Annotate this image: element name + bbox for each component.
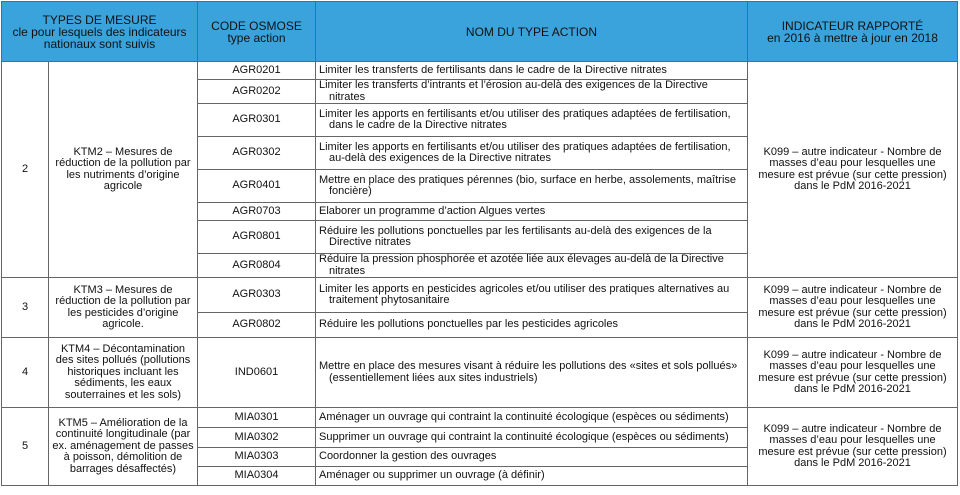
- action-code: AGR0703: [198, 203, 316, 221]
- action-code: AGR0802: [198, 313, 316, 338]
- group-ktm: KTM3 – Mesures de réduction de la pollution par les pesticides d’origine agricole.: [49, 278, 198, 338]
- action-code: MIA0303: [198, 448, 316, 467]
- action-name: [316, 62, 748, 80]
- action-name: [316, 313, 748, 338]
- action-name: [316, 203, 748, 221]
- action-name-text: Limiter les apports en fertilisants et/ou utiliser des pratiques adaptées de fertilisation, dans le cadre de la Directive nitrates: [319, 107, 731, 131]
- action-name-text: Limiter les apports en fertilisants et/ou utiliser des pratiques adaptées de fertilisation, au-delà des exigences de la Directive nitrates: [319, 140, 731, 164]
- action-name-text: Mettre en place des mesures visant à réduire les pollutions des «sites et sols pollués» (essentiellement liées aux sites industriels): [319, 360, 738, 384]
- action-code: AGR0303: [198, 278, 316, 313]
- measures-table: [1, 1, 958, 486]
- action-name-text: Réduire la pression phosphorée et azotée liée aux élevages au-delà de la Directive nitrates: [319, 253, 724, 277]
- table-row: [2, 338, 958, 408]
- group-ktm: KTM5 – Amélioration de la continuité longitudinale (par ex. aménagement de passes à poisson, démolition de barrages désaffectés): [49, 408, 198, 486]
- action-code: MIA0304: [198, 467, 316, 486]
- header-indicateur-subtitle: en 2016 à mettre à jour en 2018: [767, 30, 938, 45]
- header-indicateur: [748, 2, 958, 62]
- action-name-text: Aménager un ouvrage qui contraint la continuité écologique (espèces ou sédiments): [319, 410, 729, 423]
- header-code-title: CODE OSMOSE: [211, 18, 302, 33]
- table-row: [2, 408, 958, 428]
- action-name: [316, 221, 748, 254]
- action-name-text: Aménager ou supprimer un ouvrage (à définir): [319, 469, 545, 482]
- group-number: 5: [2, 408, 49, 486]
- action-name: [316, 467, 748, 486]
- action-code: MIA0302: [198, 428, 316, 448]
- action-name-text: Elaborer un programme d’action Algues vertes: [319, 204, 546, 217]
- group-indicator: K099 – autre indicateur - Nombre de masses d’eau pour lesquelles une mesure est prévue (sur cette pression) dans le PdM 2016-2021: [748, 408, 958, 486]
- action-name: [316, 338, 748, 408]
- group-indicator: K099 – autre indicateur - Nombre de masses d’eau pour lesquelles une mesure est prévue (sur cette pression) dans le PdM 2016-2021: [748, 278, 958, 338]
- header-types-title: TYPES DE MESURE: [42, 12, 157, 27]
- action-name: [316, 80, 748, 104]
- group-indicator: K099 – autre indicateur - Nombre de masses d’eau pour lesquelles une mesure est prévue (sur cette pression) dans le PdM 2016-2021: [748, 62, 958, 278]
- action-name: [316, 137, 748, 170]
- action-code: IND0601: [198, 338, 316, 408]
- action-name: [316, 278, 748, 313]
- action-code: AGR0401: [198, 170, 316, 203]
- action-code: AGR0301: [198, 104, 316, 137]
- header-nom-title: NOM DU TYPE ACTION: [465, 24, 598, 39]
- header-types-subtitle: cle pour lesquels des indicateurs nationaux sont suivis: [12, 24, 187, 51]
- group-ktm: KTM4 – Décontamination des sites pollués (pollutions historiques incluant les sédiments, les eaux souterraines et les sols): [49, 338, 198, 408]
- table-row: [2, 62, 958, 80]
- action-name: [316, 448, 748, 467]
- action-code: AGR0202: [198, 80, 316, 104]
- group-number: 3: [2, 278, 49, 338]
- table-header-row: [2, 2, 958, 62]
- action-name-text: Limiter les transferts d’intrants et l’érosion au-delà des exigences de la Directive nitrates: [319, 79, 708, 103]
- action-name-text: Réduire les pollutions ponctuelles par les pesticides agricoles: [319, 318, 618, 331]
- action-name-text: Limiter les apports en pesticides agricoles et/ou utiliser des pratiques alternatives au traitement phytosanitaire: [319, 282, 730, 306]
- group-ktm: KTM2 – Mesures de réduction de la pollution par les nutriments d’origine agricole: [49, 62, 198, 278]
- action-name-text: Coordonner la gestion des ouvrages: [319, 450, 497, 463]
- header-indicateur-title: INDICATEUR RAPPORTÉ: [781, 18, 924, 33]
- action-name: [316, 254, 748, 278]
- header-code-subtitle: type action: [227, 30, 286, 45]
- action-code: MIA0301: [198, 408, 316, 428]
- header-types-de-mesure: [2, 2, 198, 62]
- action-code: AGR0201: [198, 62, 316, 80]
- table-body: [2, 62, 958, 486]
- action-name-text: Réduire les pollutions ponctuelles par les fertilisants au-delà des exigences de la Directive nitrates: [319, 224, 712, 248]
- action-name: [316, 428, 748, 448]
- group-number: 2: [2, 62, 49, 278]
- group-number: 4: [2, 338, 49, 408]
- action-code: AGR0302: [198, 137, 316, 170]
- action-name-text: Mettre en place des pratiques pérennes (bio, surface en herbe, assolements, maîtrise foncière): [319, 173, 737, 197]
- header-code-osmose: [198, 2, 316, 62]
- action-name: [316, 104, 748, 137]
- action-code: AGR0804: [198, 254, 316, 278]
- action-name: [316, 408, 748, 428]
- action-name-text: Limiter les transferts de fertilisants dans le cadre de la Directive nitrates: [319, 63, 667, 76]
- action-name: [316, 170, 748, 203]
- action-name-text: Supprimer un ouvrage qui contraint la continuité écologique (espèces ou sédiments): [319, 430, 729, 443]
- table-row: [2, 278, 958, 313]
- header-nom-type-action: [316, 2, 748, 62]
- action-code: AGR0801: [198, 221, 316, 254]
- group-indicator: K099 – autre indicateur - Nombre de masses d’eau pour lesquelles une mesure est prévue (sur cette pression) dans le PdM 2016-2021: [748, 338, 958, 408]
